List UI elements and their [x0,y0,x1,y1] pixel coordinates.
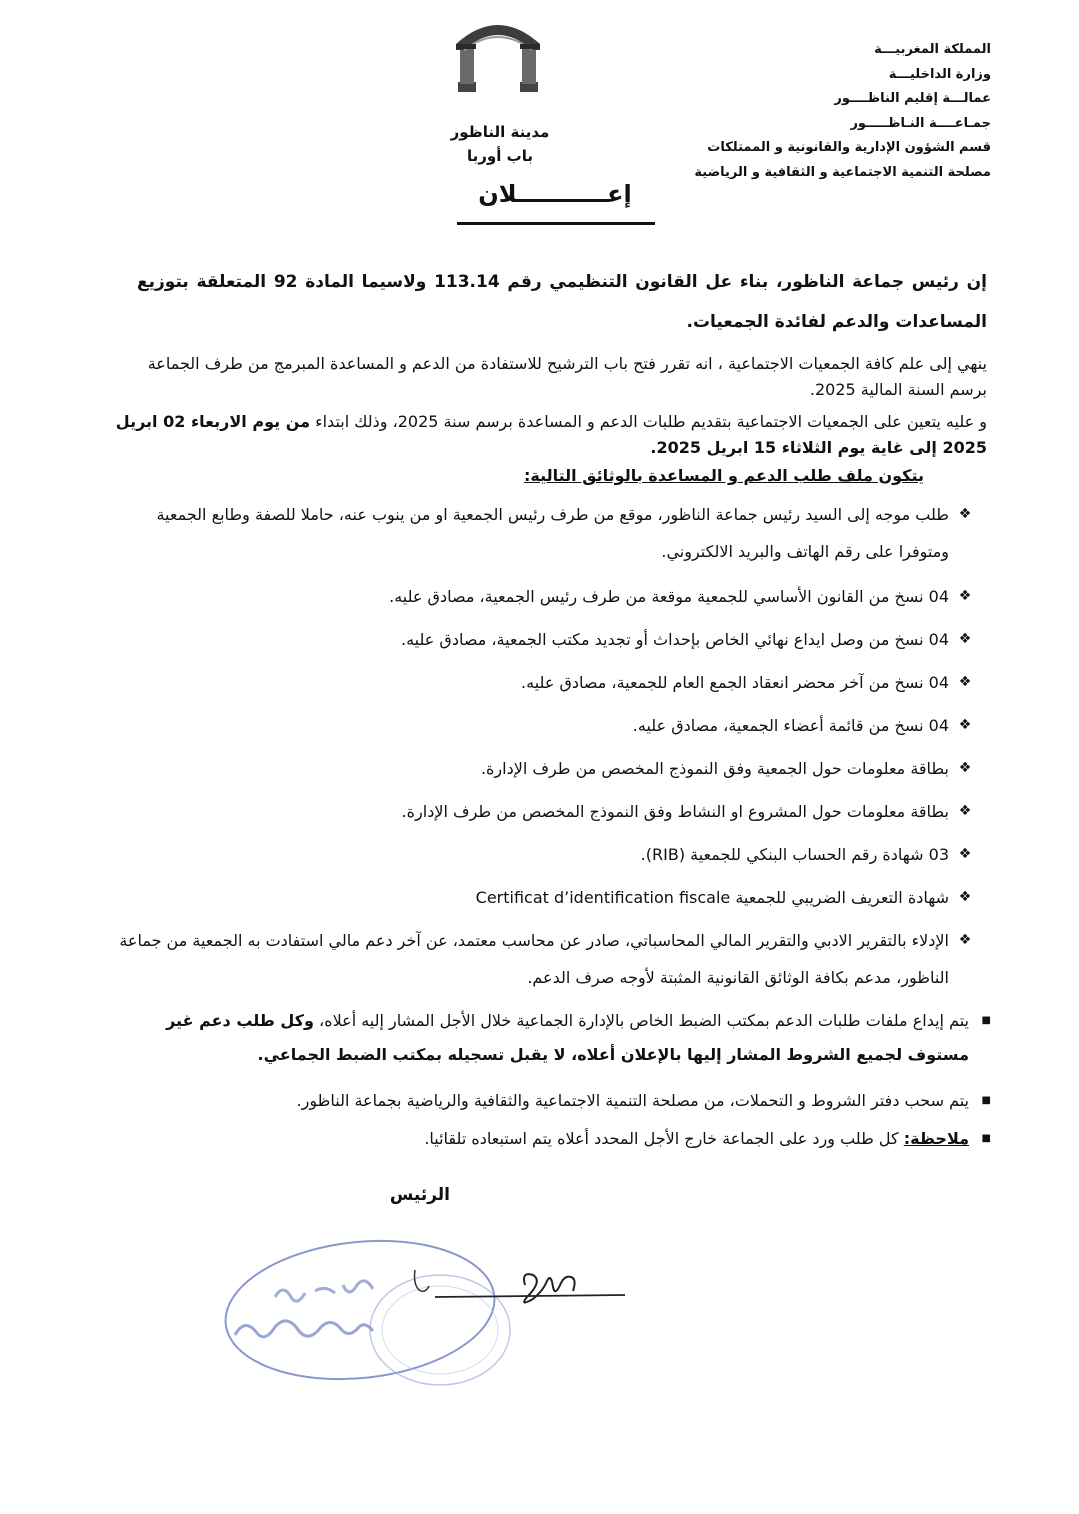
diamond-bullet-icon: ❖ [958,674,972,690]
list-item: ❖ 04 نسخ من آخر محضر انعقاد الجمع العام للجمعية، مصادق عليه. [119,664,949,701]
list-item [129,1004,991,1072]
list-item: ❖ شهادة التعريف الضريبي للجمعية Certificat d’identification fiscale [119,879,949,916]
header-line: عمالـــة إقليم الناظــــور [834,91,991,106]
rule-1-text: يتم إيداع ملفات طلبات الدعم بمكتب الضبط الخاص بالإدارة الجماعية خلال الأجل المشار إليه أعلاه، [313,1011,969,1030]
list-item: ❖ 04 نسخ من وصل ايداع نهائي الخاص بإحداث أو تجديد مكتب الجمعية، مصادق عليه. [119,621,949,658]
intro-paragraph: إن رئيس جماعة الناظور، بناء عل القانون التنظيمي رقم 113.14 ولاسيما المادة 92 المتعلقة بتوزيع المساعدات والدعم لفائدة الجمعيات. [137,272,987,332]
list-item [129,1122,991,1156]
ministry-header [571,38,991,185]
paragraph-2-dates: من يوم الاربعاء 02 ابريل 2025 إلى غاية يوم الثلاثاء 15 ابريل 2025. [115,412,987,457]
list-item: ❖ 04 نسخ من قائمة أعضاء الجمعية، مصادق عليه. [119,707,949,744]
diamond-bullet-icon: ❖ [958,803,972,819]
square-bullet-icon: ■ [981,1015,991,1026]
note-label: ملاحظة: [903,1129,969,1148]
diamond-bullet-icon: ❖ [958,846,972,862]
header-line: وزارة الداخليـــة [888,66,991,82]
list-item [129,1084,991,1118]
diamond-bullet-icon: ❖ [958,717,972,733]
rule-2-text: يتم سحب دفتر الشروط و التحملات، من مصلحة التنمية الاجتماعية والثقافية والرياضية بجماعة الناظور. [296,1091,969,1110]
title-underline [457,222,655,225]
stamp-signature-icon [215,1215,645,1415]
paragraph-2 [107,409,987,461]
header-line: جمـاعــــة النـاظـــــور [850,115,991,131]
diamond-bullet-icon: ❖ [958,631,972,647]
header-line: مصلحة التنمية الاجتماعية و الثقافية و الرياضية [694,164,991,180]
list-item: ❖ 04 نسخ من القانون الأساسي للجمعية موقعة من طرف رئيس الجمعية، مصادق عليه. [119,578,949,615]
rules-list [129,1004,991,1156]
diamond-bullet-icon: ❖ [958,932,972,948]
city-name: مدينة الناظور [450,123,550,141]
square-bullet-icon: ■ [981,1133,991,1144]
list-item: ❖ الإدلاء بالتقرير الادبي والتقرير المالي المحاسباتي، صادر عن محاسب معتمد، عن آخر دعم مالي استفادت به الجمعية من جماعة الناظور، مدعم بكافة الوثائق القانونية المثبتة لأوجه صرف الدعم. [119,922,949,996]
rule-1-bold: وكل طلب دعم غير مستوف لجميع الشروط المشار إليها بالإعلان أعلاه، لا يقبل تسجيله بمكتب الضبط الجماعي. [166,1011,969,1064]
header-line: المملكة المغربيـــة [874,42,991,57]
square-bullet-icon: ■ [981,1095,991,1106]
list-item: ❖ 03 شهادة رقم الحساب البنكي للجمعية (RIB). [119,836,949,873]
paragraph-1: ينهي إلى علم كافة الجمعيات الاجتماعية ، انه تقرر فتح باب الترشيح للاستفادة من الدعم و المساعدة المبرمج من طرف الجماعة برسم السنة المالية 2025. [147,354,987,399]
diamond-bullet-icon: ❖ [958,588,972,604]
documents-heading: يتكون ملف طلب الدعم و المساعدة بالوثائق التالية: [523,466,924,485]
note-text: كل طلب ورد على الجماعة خارج الأجل المحدد أعلاه يتم استبعاده تلقائيا. [424,1129,904,1148]
list-item: ❖ طلب موجه إلى السيد رئيس جماعة الناظور، موقع من طرف رئيس الجمعية او من ينوب عنه، حاملا للصفة وطابع الجمعية ومتوفرا على رقم الهاتف والبريد الالكتروني. [119,496,949,570]
list-item: ❖ بطاقة معلومات حول المشروع او النشاط وفق النموذج المخصص من طرف الإدارة. [119,793,949,830]
list-item: ❖ بطاقة معلومات حول الجمعية وفق النموذج المخصص من طرف الإدارة. [119,750,949,787]
paragraph-2-text: و عليه يتعين على الجمعيات الاجتماعية بتقديم طلبات الدعم و المساعدة برسم سنة 2025، وذلك ابتداء [310,412,987,431]
city-block [440,120,560,168]
diamond-bullet-icon: ❖ [958,760,972,776]
page-title: إعـــــــــــلان [478,180,632,208]
diamond-bullet-icon: ❖ [958,889,972,905]
president-label: الرئيس [389,1185,450,1205]
arch-logo-icon [452,20,544,98]
header-line: قسم الشؤون الإدارية والقانونية و الممتلكات [707,140,991,155]
documents-list [119,496,972,996]
city-tagline: باب أوربا [467,147,533,165]
diamond-bullet-icon: ❖ [958,506,972,522]
